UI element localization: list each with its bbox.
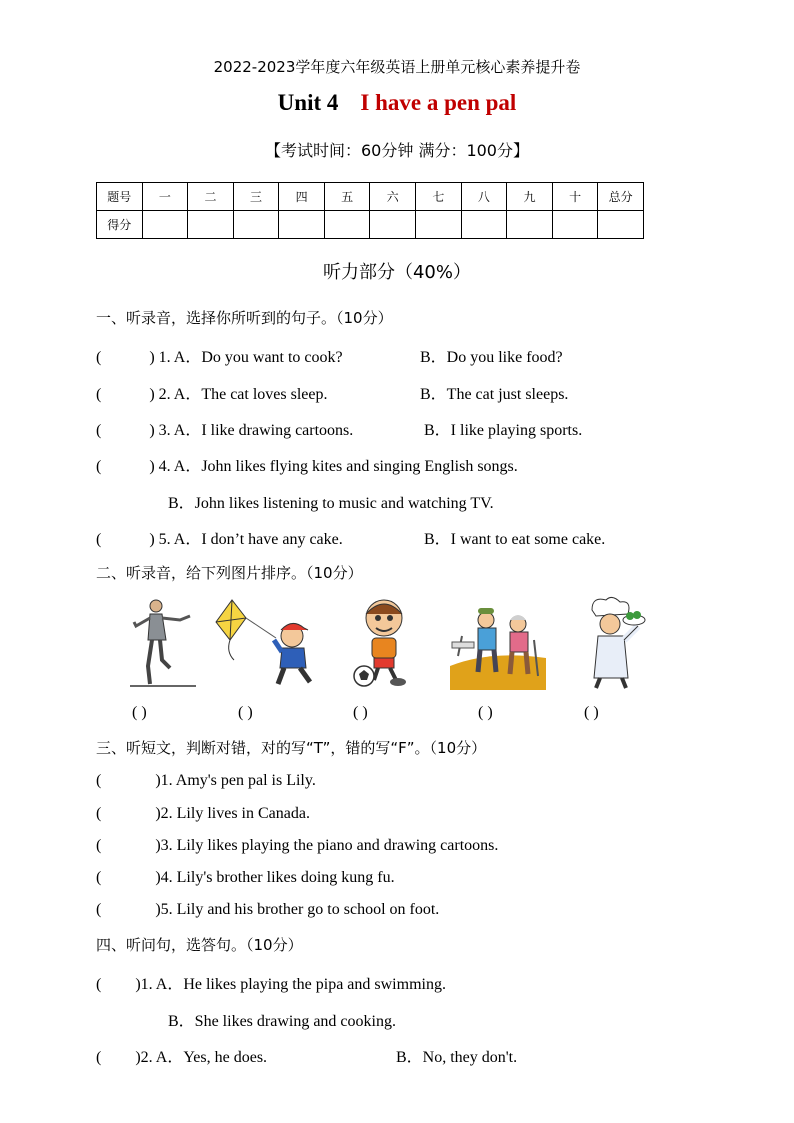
score-cell: 十 [552, 183, 598, 211]
score-table [96, 182, 644, 239]
order-blank[interactable]: ( ) [584, 704, 599, 721]
option-a: )1. A．He likes playing the pipa and swimming. [135, 976, 446, 993]
answer-paren[interactable]: ( [96, 422, 102, 439]
section-3-heading: 三、听短文，判断对错，对的写“T”，错的写“F”。（10分） [96, 739, 487, 757]
statement: )1. Amy's pen pal is Lily. [155, 772, 316, 789]
score-table-score-row [97, 211, 644, 239]
answer-paren[interactable]: ( [96, 458, 102, 475]
score-input-cell[interactable] [233, 211, 279, 239]
score-input-cell[interactable] [324, 211, 370, 239]
score-cell: 六 [370, 183, 416, 211]
answer-paren[interactable]: ( [96, 901, 102, 918]
answer-paren[interactable]: ( [96, 869, 102, 886]
score-cell: 题号 [97, 183, 143, 211]
answer-paren[interactable]: ( [96, 976, 102, 993]
question-row [96, 971, 446, 994]
option-b: B．John likes listening to music and watching TV. [168, 495, 494, 512]
score-cell: 三 [233, 183, 279, 211]
true-false-row [96, 901, 439, 919]
option-b: B．No, they don't. [396, 1049, 518, 1066]
question-row [96, 453, 518, 476]
true-false-row [96, 837, 498, 855]
answer-paren[interactable]: ( [96, 386, 102, 403]
option-a: ) 5. A．I don’t have any cake. [149, 531, 343, 548]
score-cell: 五 [324, 183, 370, 211]
score-cell: 八 [461, 183, 507, 211]
statement: )5. Lily and his brother go to school on foot. [155, 901, 440, 918]
exam-meta: 【考试时间：60分钟 满分：100分】 [265, 141, 529, 160]
score-input-cell[interactable] [598, 211, 644, 239]
order-blank[interactable]: ( ) [132, 704, 147, 721]
order-blank[interactable]: ( ) [238, 704, 253, 721]
score-table-header-row [97, 183, 644, 211]
option-b: B．Do you like food? [420, 349, 563, 366]
score-cell: 七 [416, 183, 462, 211]
answer-paren[interactable]: ( [96, 772, 102, 789]
football-boy-picture [350, 596, 418, 690]
unit-name: I have a pen pal [360, 90, 517, 115]
answer-paren[interactable]: ( [96, 805, 102, 822]
part-title: 听力部分（40%） [322, 262, 471, 283]
score-row-label: 得分 [97, 211, 143, 239]
unit-title [0, 90, 794, 116]
score-input-cell[interactable] [507, 211, 553, 239]
answer-paren[interactable]: ( [96, 837, 102, 854]
true-false-row [96, 772, 316, 790]
score-input-cell[interactable] [188, 211, 234, 239]
section-1-heading: 一、听录音，选择你所听到的句子。（10分） [96, 309, 393, 327]
chef-picture [576, 596, 646, 690]
score-cell: 二 [188, 183, 234, 211]
section-2-heading: 二、听录音，给下列图片排序。（10分） [96, 564, 363, 582]
option-b: B．She likes drawing and cooking. [168, 1013, 396, 1030]
option-b: B．The cat just sleeps. [420, 386, 569, 403]
question-row [96, 344, 343, 367]
hiking-couple-picture [450, 596, 546, 690]
statement: )4. Lily's brother likes doing kung fu. [155, 869, 395, 886]
statement: )2. Lily lives in Canada. [155, 805, 310, 822]
unit-number: Unit 4 [277, 90, 339, 115]
tai-chi-man-picture [128, 596, 198, 690]
score-cell: 一 [142, 183, 188, 211]
score-cell: 总分 [598, 183, 644, 211]
option-a: ) 2. A．The cat loves sleep. [149, 386, 328, 403]
option-b: B．I like playing sports. [424, 422, 583, 439]
score-input-cell[interactable] [142, 211, 188, 239]
question-row [96, 381, 328, 404]
option-b: B．I want to eat some cake. [424, 531, 606, 548]
score-cell: 九 [507, 183, 553, 211]
option-a: ) 1. A．Do you want to cook? [149, 349, 343, 366]
order-blank[interactable]: ( ) [353, 704, 368, 721]
true-false-row [96, 869, 395, 887]
question-row [96, 526, 343, 549]
answer-paren[interactable]: ( [96, 1049, 102, 1066]
kite-boy-picture [212, 596, 318, 690]
answer-paren[interactable]: ( [96, 531, 102, 548]
score-input-cell[interactable] [416, 211, 462, 239]
exam-header: 2022-2023学年度六年级英语上册单元核心素养提升卷 [213, 58, 581, 76]
question-row [96, 1044, 267, 1067]
section-4-heading: 四、听问句，选答句。（10分） [96, 936, 303, 954]
score-cell: 四 [279, 183, 325, 211]
statement: )3. Lily likes playing the piano and drawing cartoons. [155, 837, 499, 854]
score-input-cell[interactable] [279, 211, 325, 239]
score-input-cell[interactable] [461, 211, 507, 239]
option-a: ) 4. A．John likes flying kites and singing English songs. [149, 458, 518, 475]
question-row [96, 417, 353, 440]
order-blank[interactable]: ( ) [478, 704, 493, 721]
score-input-cell[interactable] [370, 211, 416, 239]
answer-paren[interactable]: ( [96, 349, 102, 366]
score-input-cell[interactable] [552, 211, 598, 239]
option-a: )2. A．Yes, he does. [135, 1049, 268, 1066]
true-false-row [96, 805, 310, 823]
option-a: ) 3. A．I like drawing cartoons. [149, 422, 354, 439]
